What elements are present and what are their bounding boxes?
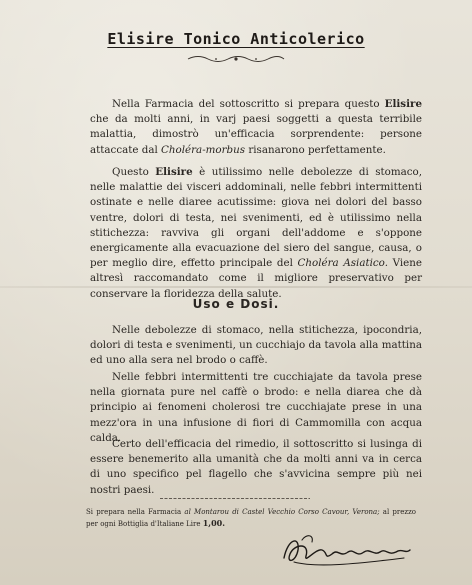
para5-text: Certo dell'efficacia del rimedio, il sottoscritto si lusinga di essere benemerito alla umanità che da molti anni va in cerca di uno specifico pel flagello che s'avvicina sempre più nei nostri paesi. — [90, 438, 422, 496]
footer-note — [86, 507, 416, 530]
footer-address: al Montarou di Castel Vecchio Corso Cavour, Verona; — [184, 508, 380, 516]
para1-text-a: Nella Farmacia del sottoscritto si prepara questo — [112, 98, 385, 110]
footer-price: 1,00. — [202, 518, 226, 528]
para2-text-c: è utilissimo nelle debolezze di stomaco, nelle malattie dei visceri addominali, nelle febbri intermittenti ostinate e nelle diaree acutissime: giova nei dolori del basso ventre, dolori di testa, nei svenimenti, ed è utilissimo nella stitichezza: ravviva gli organi dell'addome e s'oppone energicamente alla evacuazione del siero del sangue, causa, o per meglio dire, effetto principale del — [90, 166, 422, 270]
title-ornament — [186, 54, 286, 64]
paragraph-dose-1 — [90, 323, 422, 369]
paragraph-closing — [90, 437, 422, 498]
para2-text-a: Questo — [112, 166, 156, 178]
footer-text-c: al prezzo per ogni Bottiglia d'Italiane Lire — [86, 508, 416, 528]
para2-italic: Choléra Asiatico. — [297, 257, 388, 270]
paragraph-dose-2 — [90, 370, 422, 446]
paragraph-benefits — [90, 165, 422, 302]
para2-text-e: Viene altresì raccomandato come il migliore preservativo per conservare la floridezza della salute. — [90, 257, 422, 300]
para4-text: Nelle febbri intermittenti tre cucchiajate da tavola prese nella giornata pure nel caffè o brodo: e nella diarea che dà principio ai fenomeni cholerosi tre cucchiajate prese in una mezz'ora in una infusione di fiori di Cammomilla con acqua calda. — [90, 371, 422, 444]
para1-text-c: che da molti anni, in varj paesi soggetti a questa terribile malattia, dimostrò un'efficacia sorprendente: persone attaccate dal — [90, 113, 422, 156]
footer-text-a: Si prepara nella Farmacia — [86, 508, 185, 516]
signature-image — [276, 528, 416, 570]
para1-text-e: risanarono perfettamente. — [245, 143, 386, 156]
footer-divider — [160, 496, 310, 501]
para2-emphasis: Elisire — [155, 166, 193, 178]
section-heading: Uso e Dosi. — [192, 297, 280, 311]
document-title: Elisire Tonico Anticolerico — [107, 30, 365, 48]
para1-italic: Choléra-morbus — [161, 143, 246, 156]
para1-emphasis: Elisire — [384, 98, 422, 110]
para3-text: Nelle debolezze di stomaco, nella stitichezza, ipocondria, dolori di testa e svenimenti, un cucchiajo da tavola alla mattina ed uno alla sera nel brodo o caffè. — [90, 324, 422, 367]
paragraph-intro — [90, 97, 422, 158]
